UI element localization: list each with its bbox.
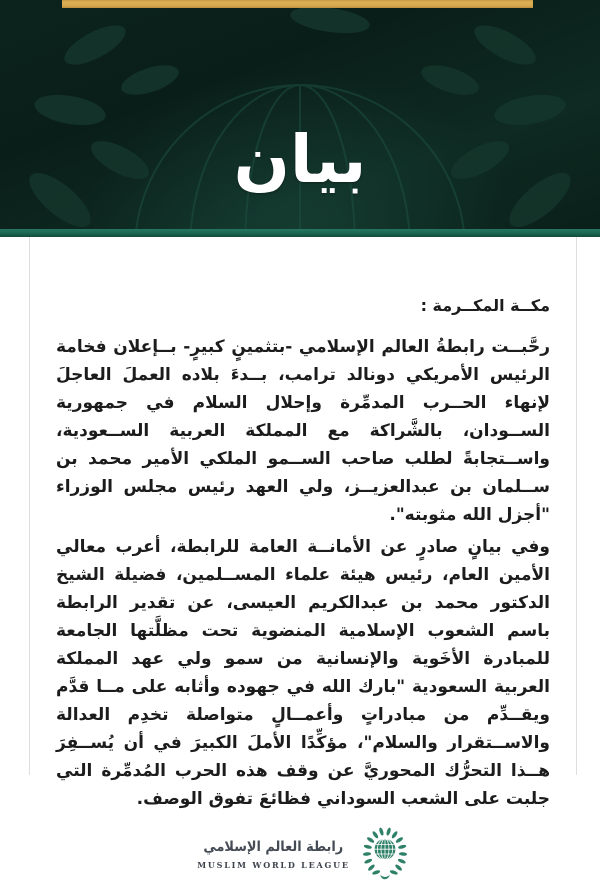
dateline-makkah: مكــة المكــرمة : xyxy=(420,296,550,315)
header-banner xyxy=(0,0,600,229)
statement-paragraph-2: وفي بيانٍ صادرٍ عن الأمانــة العامة للرابطة، أعرب معالي الأمين العام، رئيس هيئة علماء المســلمين، فضيلة الشيخ الدكتور محمد بن عبدالكريم العيسى، عن تقدير الرابطة باسم الشعوب الإسلامية المنضوية تحت مظلَّتها الجامعة للمبادرة الأخَوية والإنسانية من سمو ولي عهد المملكة العربية السعودية "بارك الله في جهوده وأثابه على مــا قدَّم ويقــدِّم من مبادراتٍ وأعمــالٍ متواصلة تخدِم العدالة والاســتقرار والسلام"، مؤكِّدًا الأملَ الكبيرَ في أن يُســفِرَ هــذا التحرُّك المحوريَّ عن وقف هذه الحرب المُدمِّرة التي جلبت على الشعب السوداني فظائعَ تفوق الوصف. xyxy=(56,537,550,809)
statement-title-calligraphy: بيان xyxy=(233,121,367,198)
gold-accent-bar xyxy=(62,0,533,8)
mwl-logo-text xyxy=(197,838,350,870)
mwl-logo xyxy=(56,827,550,881)
statement-card xyxy=(29,237,577,870)
content-area xyxy=(0,237,600,870)
statement-paragraph-1: رحَّبــت رابطةُ العالم الإسلامي -بتثمينٍ كبيرٍ- بــإعلان فخامة الرئيس الأمريكي دونالد ترامب، بــدءَ بلاده العملَ العاجلَ لإنهاء الحــرب المدمِّرة وإحلال السلام في جمهورية الســودان، بالشَّراكة مع المملكة العربية الســعودية، واســتجابةً لطلب صاحب الســمو الملكي الأمير محمد بن ســلمان بن عبدالعزيــز، ولي العهد رئيس مجلس الوزراء "أجزل الله مثوبته". xyxy=(56,337,550,525)
mwl-english-name: MUSLIM WORLD LEAGUE xyxy=(197,860,350,870)
teal-divider xyxy=(0,229,600,237)
mwl-emblem-icon xyxy=(361,827,409,881)
mwl-arabic-name: رابطة العالم الإسلامي xyxy=(203,839,344,855)
